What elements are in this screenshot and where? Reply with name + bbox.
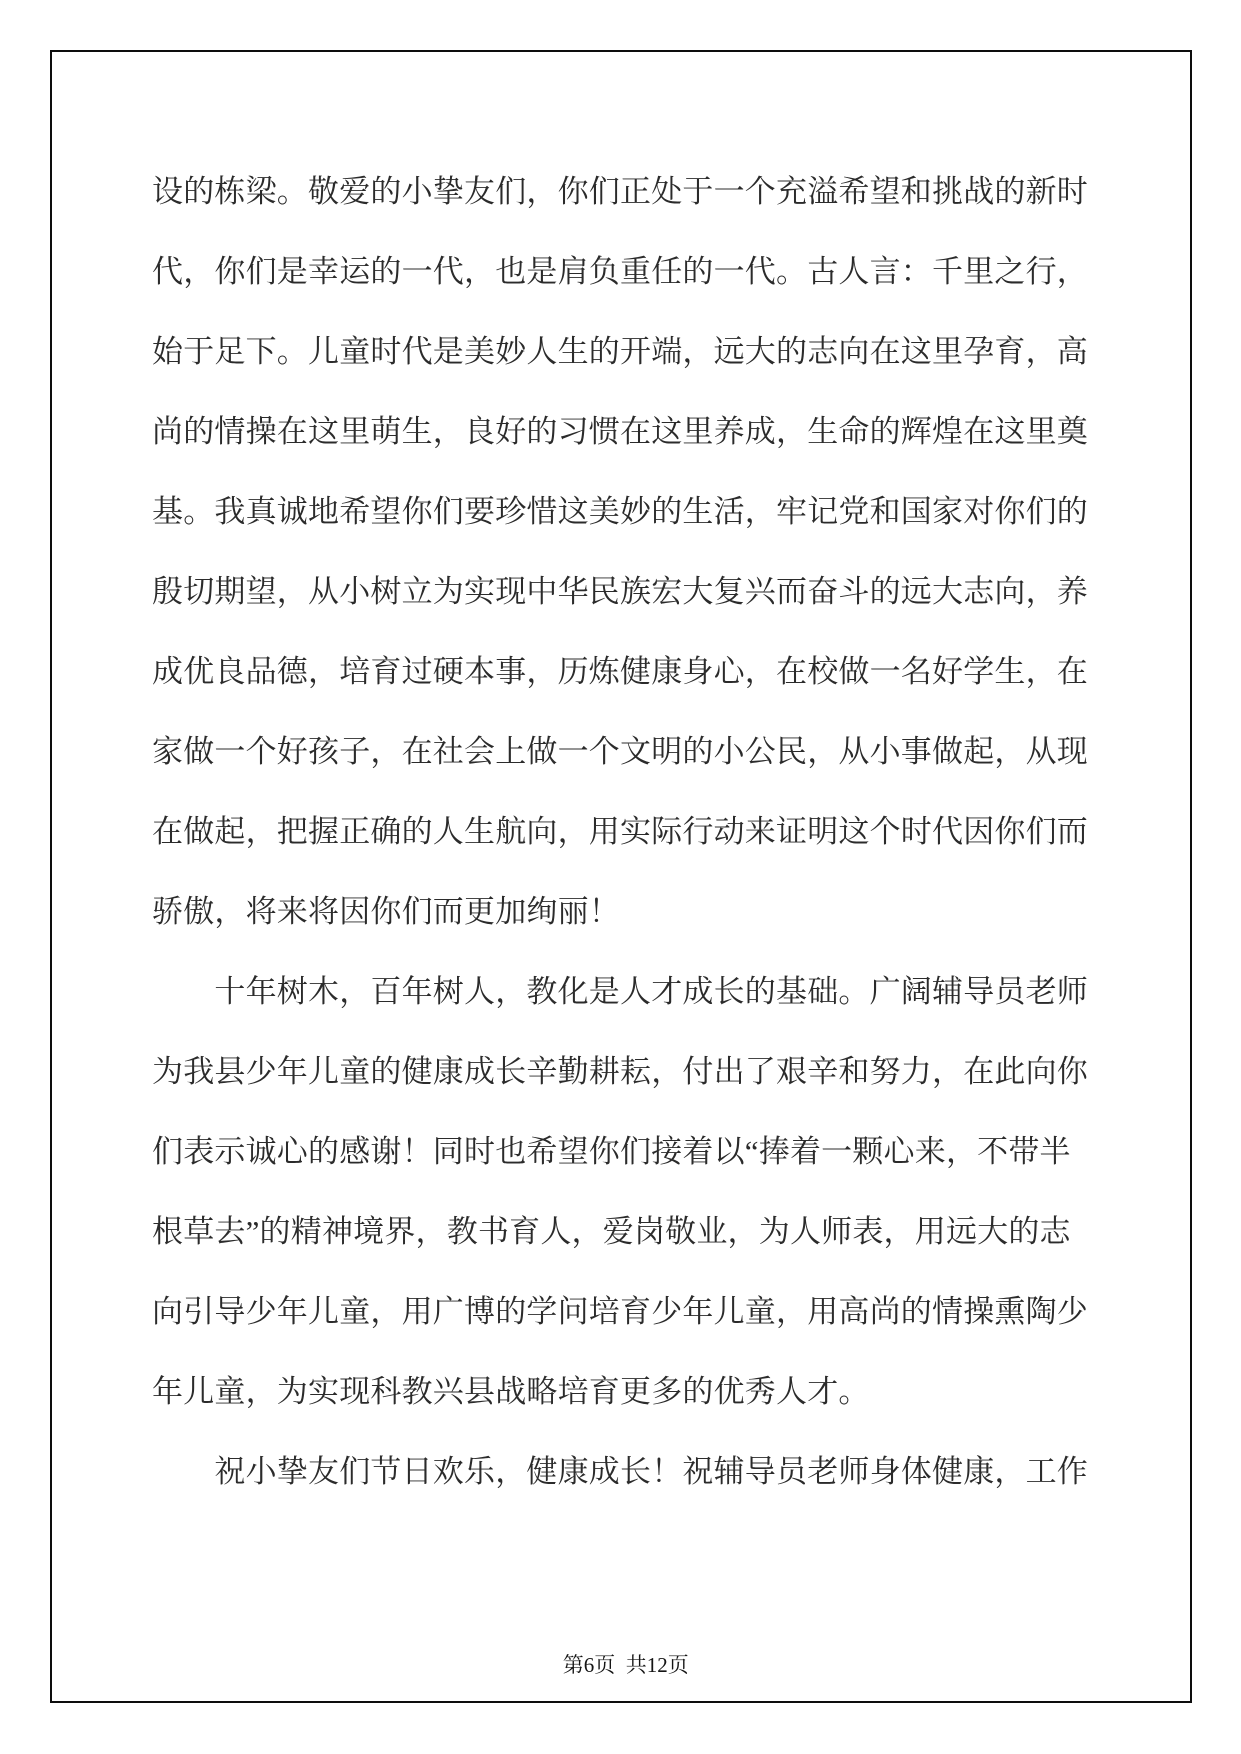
page-footer <box>0 1624 1241 1679</box>
text-line: 骄傲，将来将因你们而更加绚丽！ <box>152 894 620 929</box>
text-line: 根草去”的精神境界，教书育人，爱岗敬业，为人师表，用远大的志 <box>152 1214 1071 1249</box>
text-line: 殷切期望，从小树立为实现中华民族宏大复兴而奋斗的远大志向，养 <box>152 574 1088 609</box>
text-line: 始于足下。儿童时代是美妙人生的开端，远大的志向在这里孕育，高 <box>152 334 1088 369</box>
page-number-label: 第6页 共12页 <box>562 1653 689 1677</box>
text-line: 为我县少年儿童的健康成长辛勤耕耘，付出了艰辛和努力，在此向你 <box>152 1054 1088 1089</box>
text-line: 年儿童，为实现科教兴县战略培育更多的优秀人才。 <box>152 1374 870 1409</box>
text-line: 基。我真诚地希望你们要珍惜这美妙的生活，牢记党和国家对你们的 <box>152 494 1088 529</box>
text-line: 代，你们是幸运的一代，也是肩负重任的一代。古人言：千里之行， <box>152 254 1088 289</box>
text-line: 们表示诚心的感谢！同时也希望你们接着以“捧着一颗心来，不带半 <box>152 1134 1071 1169</box>
text-line: 成优良品德，培育过硬本事，历炼健康身心，在校做一名好学生，在 <box>152 654 1088 689</box>
text-line: 在做起，把握正确的人生航向，用实际行动来证明这个时代因你们而 <box>152 814 1088 849</box>
text-line: 祝小挚友们节日欢乐，健康成长！祝辅导员老师身体健康，工作 <box>152 1454 1088 1489</box>
text-line: 设的栋梁。敬爱的小挚友们，你们正处于一个充溢希望和挑战的新时 <box>152 174 1088 209</box>
text-line: 向引导少年儿童，用广博的学问培育少年儿童，用高尚的情操熏陶少 <box>152 1294 1088 1329</box>
text-line: 尚的情操在这里萌生，良好的习惯在这里养成，生命的辉煌在这里奠 <box>152 414 1088 449</box>
text-line: 十年树木，百年树人，教化是人才成长的基础。广阔辅导员老师 <box>152 974 1088 1009</box>
document-body <box>152 152 1092 1512</box>
text-line: 家做一个好孩子，在社会上做一个文明的小公民，从小事做起，从现 <box>152 734 1088 769</box>
